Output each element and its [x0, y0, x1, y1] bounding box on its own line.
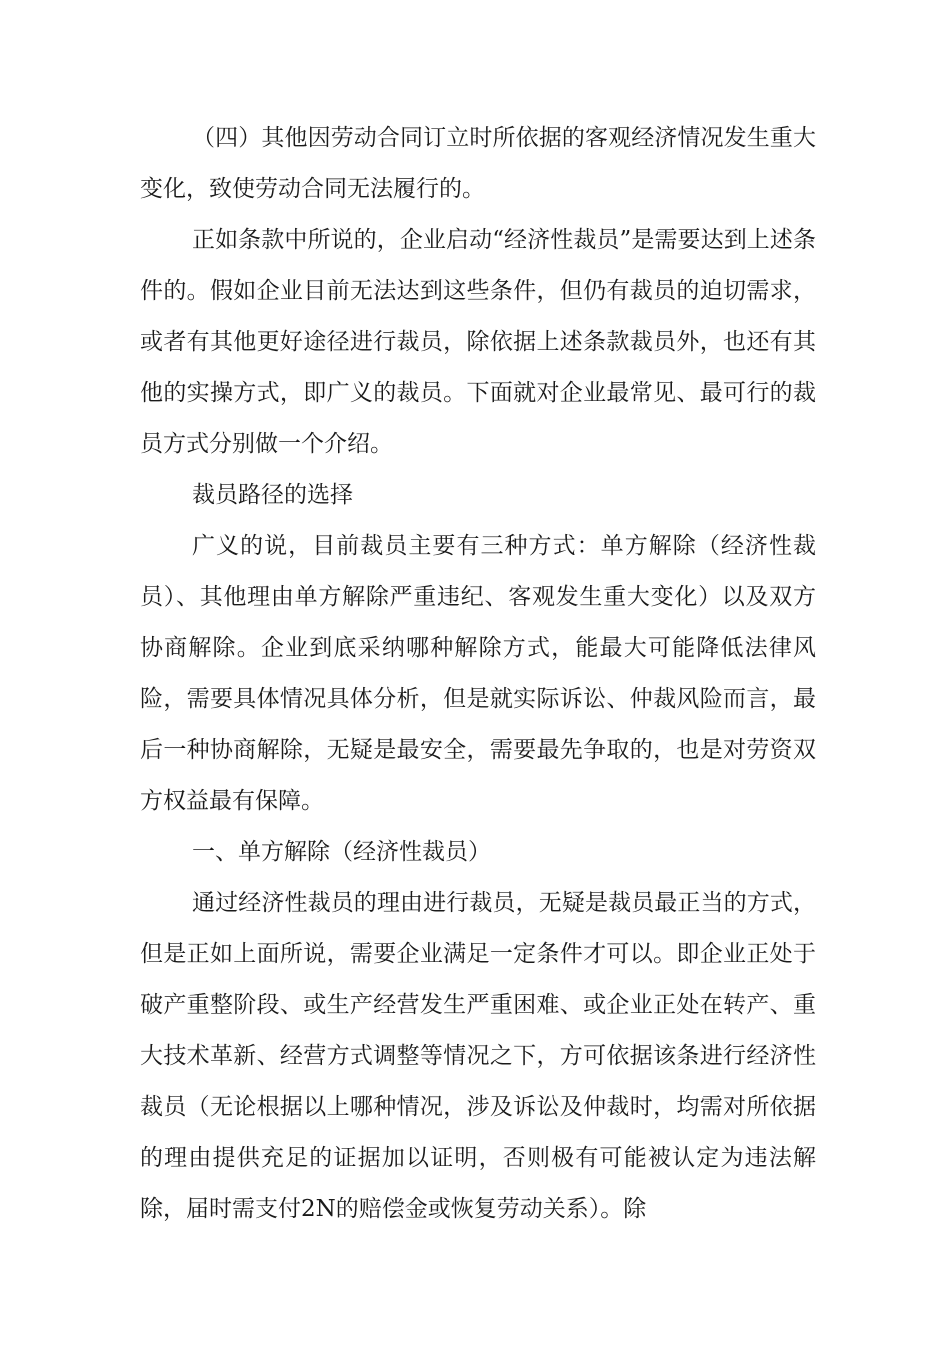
document-body [140, 113, 816, 1235]
paragraph-economic-layoff-conditions: 通过经济性裁员的理由进行裁员，无疑是裁员最正当的方式，但是正如上面所说，需要企业满足一定条件才可以。即企业正处于破产重整阶段、或生产经营发生严重困难、或企业正处在转产、重大技术革新、经营方式调整等情况之下，方可依据该条进行经济性裁员（无论根据以上哪种情况，涉及诉讼及仲裁时，均需对所依据的理由提供充足的证据加以证明，否则极有可能被认定为违法解除，届时需支付2N的赔偿金或恢复劳动关系）。除 [140, 890, 816, 1222]
section-heading-unilateral-termination: 一、单方解除（经济性裁员） [192, 839, 491, 865]
section-heading-layoff-path: 裁员路径的选择 [192, 482, 353, 508]
paragraph-economic-layoff-intro: 正如条款中所说的，企业启动“经济性裁员”是需要达到上述条件的。假如企业目前无法达到这些条件，但仍有裁员的迫切需求，或者有其他更好途径进行裁员，除依据上述条款裁员外，也还有其他的实操方式，即广义的裁员。下面就对企业最常见、最可行的裁员方式分别做一个介绍。 [140, 227, 816, 457]
paragraph-condition-four: （四）其他因劳动合同订立时所依据的客观经济情况发生重大变化，致使劳动合同无法履行的。 [140, 125, 816, 202]
paragraph-three-methods: 广义的说，目前裁员主要有三种方式：单方解除（经济性裁员）、其他理由单方解除严重违纪、客观发生重大变化）以及双方协商解除。企业到底采纳哪种解除方式，能最大可能降低法律风险，需要具体情况具体分析，但是就实际诉讼、仲裁风险而言，最后一种协商解除，无疑是最安全，需要最先争取的，也是对劳资双方权益最有保障。 [140, 533, 816, 814]
